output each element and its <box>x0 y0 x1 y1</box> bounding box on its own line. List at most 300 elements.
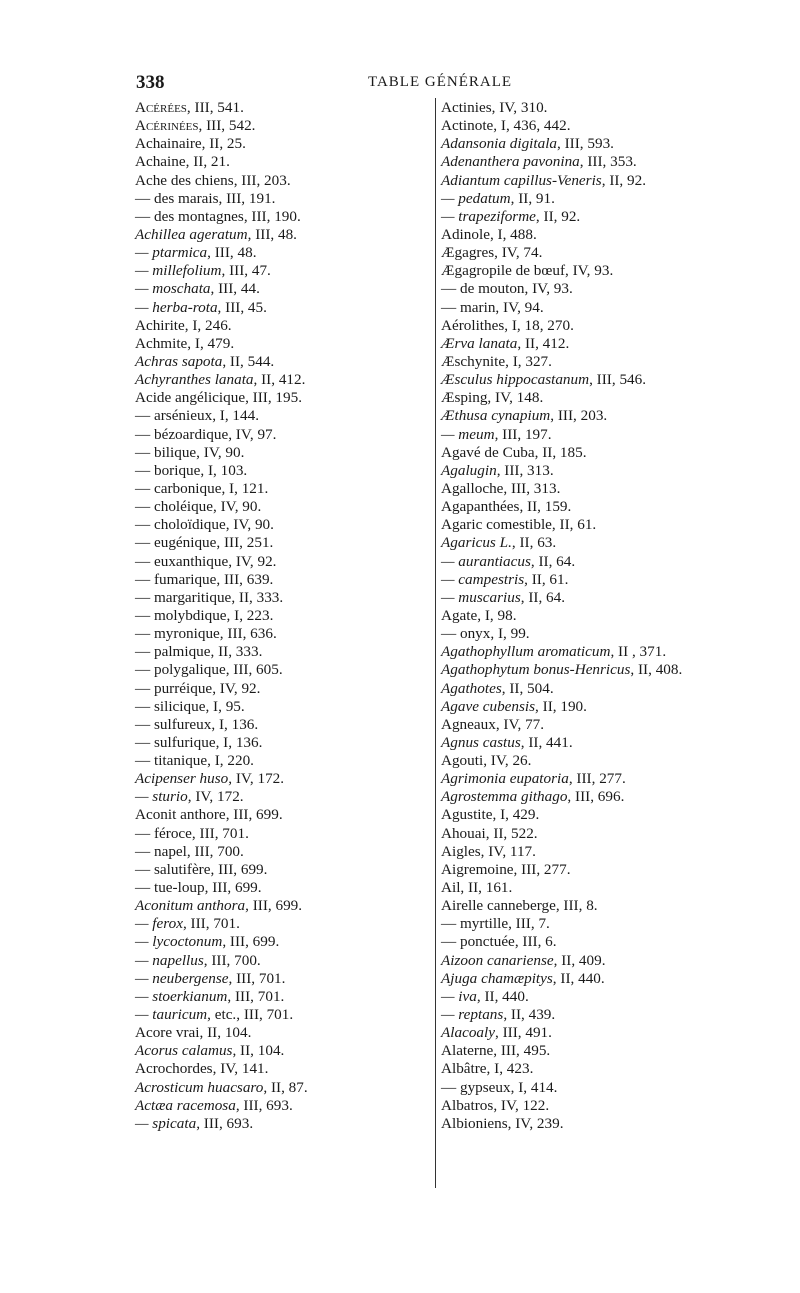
entry-term: Albâtre <box>441 1060 487 1078</box>
index-entry <box>135 516 435 534</box>
entry-reference: , II, 412. <box>517 334 570 352</box>
entry-term: Ahouai <box>441 824 486 842</box>
entry-term: — onyx <box>441 625 491 643</box>
index-entry <box>441 262 781 280</box>
entry-term: — spicata <box>135 1114 197 1132</box>
index-entry <box>441 897 781 915</box>
entry-reference: , III, 203. <box>233 171 291 189</box>
entry-reference: , II, 161. <box>460 879 513 897</box>
entry-reference: , III, 699. <box>225 806 283 824</box>
entry-term: — marin <box>441 298 496 316</box>
entry-reference: , III, 197. <box>494 425 552 443</box>
index-entry <box>441 444 781 462</box>
entry-term: — salutifère <box>135 860 211 878</box>
entry-term: — des montagnes <box>135 207 244 225</box>
entry-term: — ferox <box>135 915 183 933</box>
entry-reference: , III, 495. <box>493 1042 551 1060</box>
index-entry <box>135 1115 435 1133</box>
entry-reference: , III, 593. <box>557 135 614 153</box>
entry-reference: , III, 541. <box>186 99 244 116</box>
entry-term: — choléique <box>135 498 214 516</box>
index-entry <box>441 371 781 389</box>
entry-term: Æschynite <box>441 352 506 370</box>
index-entry <box>135 353 435 371</box>
entry-reference: , I, 479. <box>187 334 235 352</box>
entry-reference: , IV, 90. <box>225 516 274 534</box>
entry-term: Agneaux <box>441 715 496 733</box>
entry-term: Agavé de Cuba <box>441 443 535 461</box>
entry-term: Albatros <box>441 1096 494 1114</box>
index-entry <box>135 879 435 897</box>
entry-reference: , III, 701. <box>227 987 285 1005</box>
index-entry <box>135 280 435 298</box>
running-title: TABLE GÉNÉRALE <box>368 74 513 90</box>
index-entry <box>135 534 435 552</box>
entry-reference: , II, 104. <box>199 1024 252 1042</box>
entry-term: Adansonia digitala <box>441 135 558 153</box>
entry-reference: , IV, 26. <box>483 752 532 770</box>
entry-reference: , I, 429. <box>492 806 540 824</box>
index-entry <box>135 770 435 788</box>
entry-term: — bilique <box>135 443 197 461</box>
entry-term: Aérolithes <box>441 316 505 334</box>
index-entry <box>441 571 781 589</box>
entry-term: Agnus castus <box>441 733 521 751</box>
entry-term: — fumarique <box>135 570 217 588</box>
index-entry <box>135 1006 435 1024</box>
entry-reference: , III, 195. <box>245 389 303 407</box>
index-entry <box>135 135 435 153</box>
entry-term: — stoerkianum <box>135 987 228 1005</box>
entry-reference: , III, 693. <box>196 1114 254 1132</box>
entry-reference: , II, 439. <box>503 1006 556 1024</box>
index-entry <box>441 553 781 571</box>
entry-reference: , II, 61. <box>524 570 569 588</box>
index-entry <box>135 952 435 970</box>
index-entry <box>135 317 435 335</box>
entry-reference: , II , 371. <box>610 643 667 661</box>
index-entry <box>135 806 435 824</box>
index-entry <box>441 208 781 226</box>
entry-term: — sulfurique <box>135 733 216 751</box>
entry-reference: , III, 251. <box>216 534 274 552</box>
entry-reference: , IV, 93. <box>524 280 573 298</box>
index-entry <box>135 1079 435 1097</box>
index-entry <box>135 389 435 407</box>
entry-term: Adenanthera pavonina <box>441 153 580 171</box>
index-entry <box>135 407 435 425</box>
entry-term: Ache des chiens <box>135 171 234 189</box>
index-entry <box>441 99 781 117</box>
index-entry <box>441 117 781 135</box>
index-entry <box>441 861 781 879</box>
entry-term: — borique <box>135 461 201 479</box>
index-entry <box>135 734 435 752</box>
entry-reference: , I, 18, 270. <box>504 316 574 334</box>
entry-reference: , III, 699. <box>245 897 303 915</box>
index-entry <box>441 299 781 317</box>
entry-reference: , III, 7. <box>508 915 550 933</box>
index-entry <box>441 1006 781 1024</box>
index-entry <box>135 371 435 389</box>
entry-reference: , I, 327. <box>505 352 552 370</box>
entry-term: Acipenser huso <box>135 770 229 788</box>
index-entry <box>135 117 435 135</box>
entry-reference: , IV, 74. <box>494 244 543 262</box>
entry-reference: , III, 639. <box>216 570 274 588</box>
entry-term: Actinies <box>441 99 492 116</box>
entry-term: Ail <box>441 879 461 897</box>
index-entry <box>135 426 435 444</box>
entry-term: — purréique <box>135 679 213 697</box>
entry-term: Agaric comestible <box>441 516 552 534</box>
entry-reference: , III, 190. <box>243 207 301 225</box>
entry-term: — molybdique <box>135 606 227 624</box>
entry-reference: , IV, 148. <box>487 389 544 407</box>
entry-term: — gypseux <box>441 1078 511 1096</box>
entry-reference: , II, 333. <box>210 643 263 661</box>
entry-term: Acide angélicique <box>135 389 246 407</box>
entry-reference: , III, 700. <box>203 951 261 969</box>
entry-term: Achaine <box>135 153 186 171</box>
entry-term: — iva <box>441 987 477 1005</box>
index-entry <box>441 244 781 262</box>
entry-term: — ponctuée <box>441 933 515 951</box>
entry-term: Agustite <box>441 806 493 824</box>
index-entry <box>135 99 435 117</box>
entry-reference: , II, 61. <box>551 516 597 534</box>
entry-reference: , III, 699. <box>210 860 268 878</box>
index-entry <box>135 153 435 171</box>
entry-term: — neubergense <box>135 969 229 987</box>
entry-reference: , II, 159. <box>519 498 572 516</box>
index-entry <box>135 262 435 280</box>
entry-reference: , II, 25. <box>201 135 246 153</box>
entry-reference: , I, 436, 442. <box>493 117 571 135</box>
index-entry <box>441 825 781 843</box>
entry-reference: , II, 408. <box>630 661 683 679</box>
index-entry <box>135 933 435 951</box>
entry-term: Achras sapota <box>135 352 223 370</box>
entry-term: — pedatum <box>441 189 511 207</box>
entry-reference: , III, 605. <box>225 661 283 679</box>
entry-reference: , I, 246. <box>184 316 232 334</box>
entry-term: Achmite <box>135 334 188 352</box>
entry-reference: , IV, 172. <box>187 788 244 806</box>
index-entry <box>441 190 781 208</box>
index-entry <box>441 1060 781 1078</box>
entry-reference: , I, 136. <box>215 733 263 751</box>
entry-reference: , I, 223. <box>226 606 274 624</box>
left-column <box>135 99 435 1133</box>
index-entry <box>441 734 781 752</box>
entry-term: — polygalique <box>135 661 226 679</box>
entry-term: Agrostemma githago <box>441 788 568 806</box>
index-entry <box>441 952 781 970</box>
entry-reference: , II, 333. <box>231 588 284 606</box>
entry-term: Acérinées <box>135 117 199 135</box>
entry-reference: , II, 104. <box>232 1042 285 1060</box>
entry-reference: , II, 504. <box>501 679 554 697</box>
entry-reference: , III, 701. <box>191 824 249 842</box>
index-entry <box>441 643 781 661</box>
entry-term: — palmique <box>135 643 211 661</box>
index-entry <box>441 1024 781 1042</box>
entry-term: Adiantum capillus-Veneris <box>441 171 602 189</box>
index-entry <box>441 788 781 806</box>
entry-term: — bézoardique <box>135 425 229 443</box>
entry-reference: , IV, 77. <box>495 715 545 733</box>
entry-term: Acérées <box>135 99 187 116</box>
entry-reference: , I, 95. <box>205 697 245 715</box>
index-entry <box>441 389 781 407</box>
entry-reference: , III, 8. <box>555 897 598 915</box>
index-entry <box>135 698 435 716</box>
entry-reference: , I, 103. <box>200 461 248 479</box>
index-entry <box>135 299 435 317</box>
index-entry <box>135 915 435 933</box>
index-entry <box>135 462 435 480</box>
index-entry <box>135 244 435 262</box>
index-entry <box>135 335 435 353</box>
index-entry <box>441 534 781 552</box>
entry-term: — silicique <box>135 697 206 715</box>
entry-reference: , III, 696. <box>567 788 625 806</box>
entry-term: Ajuga chamæpitys <box>441 969 553 987</box>
entry-reference: , II, 64. <box>530 552 576 570</box>
index-entry <box>441 716 781 734</box>
entry-term: — margaritique <box>135 588 232 606</box>
index-entry <box>135 788 435 806</box>
index-entry <box>135 1097 435 1115</box>
index-entry <box>441 172 781 190</box>
entry-term: Alaterne <box>441 1042 494 1060</box>
entry-reference: , III, 277. <box>513 860 571 878</box>
index-entry <box>441 226 781 244</box>
index-entry <box>135 843 435 861</box>
entry-term: Actinote <box>441 117 494 135</box>
entry-reference: , III, 699. <box>204 879 262 897</box>
entry-term: Agouti <box>441 752 484 770</box>
entry-term: — lycoctonum <box>135 933 223 951</box>
index-entry <box>135 1042 435 1060</box>
index-entry <box>441 625 781 643</box>
index-entry <box>441 1042 781 1060</box>
entry-reference: , II, 441. <box>520 733 573 751</box>
entry-term: — herba-rota <box>135 298 218 316</box>
index-entry <box>441 480 781 498</box>
entry-term: Agathotes <box>441 679 502 697</box>
entry-reference: , III, 693. <box>235 1096 293 1114</box>
entry-reference: , I, 414. <box>510 1078 558 1096</box>
entry-term: — campestris <box>441 570 525 588</box>
entry-term: Acrochordes <box>135 1060 213 1078</box>
entry-reference: , III, 48. <box>247 225 297 243</box>
entry-term: Achainaire <box>135 135 202 153</box>
entry-term: — sulfureux <box>135 715 212 733</box>
entry-reference: , III, 277. <box>568 770 626 788</box>
index-entry <box>441 879 781 897</box>
entry-term: Ærva lanata <box>441 334 518 352</box>
entry-term: — féroce <box>135 824 192 842</box>
index-entry <box>135 825 435 843</box>
entry-reference: , IV, 90. <box>196 443 245 461</box>
entry-term: Agathophyllum aromaticum <box>441 643 611 661</box>
entry-reference: , II, 21. <box>185 153 230 171</box>
entry-term: Ægagres <box>441 244 495 262</box>
entry-reference: , III, 44. <box>210 280 260 298</box>
index-entry <box>135 444 435 462</box>
entry-term: Adinole <box>441 225 490 243</box>
index-entry <box>135 716 435 734</box>
entry-reference: , III, 353. <box>579 153 637 171</box>
entry-reference: , II, 63. <box>511 534 557 552</box>
entry-reference: , IV, 90. <box>213 498 262 516</box>
entry-term: — tue-loup <box>135 879 205 897</box>
entry-term: Achillea ageratum <box>135 225 248 243</box>
entry-reference: , IV, 92. <box>212 679 261 697</box>
index-entry <box>441 661 781 679</box>
entry-term: — sturio <box>135 788 188 806</box>
entry-term: — de mouton <box>441 280 525 298</box>
entry-term: Acorus calamus <box>135 1042 233 1060</box>
entry-reference: , II, 185. <box>534 443 587 461</box>
index-entry <box>135 661 435 679</box>
entry-term: Agave cubensis <box>441 697 536 715</box>
entry-term: — moschata <box>135 280 211 298</box>
entry-reference: , IV, 239. <box>507 1114 564 1132</box>
index-entry <box>135 480 435 498</box>
index-entry <box>135 625 435 643</box>
entry-term: — arsénieux <box>135 407 213 425</box>
entry-term: Alacoaly <box>441 1024 495 1042</box>
entry-term: — tauricum <box>135 1006 208 1024</box>
index-entry <box>135 190 435 208</box>
index-entry <box>441 680 781 698</box>
index-entry <box>441 407 781 425</box>
index-entry <box>135 643 435 661</box>
entry-reference: , III, 546. <box>589 371 647 389</box>
entry-reference: , III, 313. <box>496 461 554 479</box>
entry-reference: , I, 423. <box>486 1060 534 1078</box>
entry-term: Agalloche <box>441 479 504 497</box>
index-entry <box>135 1024 435 1042</box>
entry-term: Acore vrai <box>135 1024 200 1042</box>
entry-term: — napel <box>135 842 187 860</box>
index-entry <box>441 988 781 1006</box>
entry-term: — aurantiacus <box>441 552 531 570</box>
index-entry <box>135 498 435 516</box>
entry-term: Acrosticum huacsaro <box>135 1078 264 1096</box>
entry-term: Agaricus L. <box>441 534 512 552</box>
page-number: 338 <box>136 72 165 93</box>
index-entry <box>441 317 781 335</box>
entry-term: Agapanthées <box>441 498 520 516</box>
index-entry <box>441 516 781 534</box>
entry-term: Achirite <box>135 316 185 334</box>
entry-reference: , II, 91. <box>510 189 555 207</box>
entry-reference: , II, 412. <box>253 371 306 389</box>
entry-reference: , III, 203. <box>550 407 608 425</box>
entry-reference: , II, 440. <box>476 987 529 1005</box>
entry-reference: , II, 64. <box>520 588 566 606</box>
entry-term: — des marais <box>135 189 219 207</box>
index-entry <box>441 752 781 770</box>
entry-reference: , III, 699. <box>222 933 280 951</box>
index-entry <box>441 353 781 371</box>
entry-term: Æsping <box>441 389 488 407</box>
index-entry <box>441 770 781 788</box>
entry-term: — muscarius <box>441 588 521 606</box>
entry-reference: , III, 48. <box>207 244 257 262</box>
entry-reference: , II, 92. <box>535 207 581 225</box>
entry-reference: , IV, 93. <box>565 262 614 280</box>
index-entry <box>135 970 435 988</box>
right-column <box>441 99 781 1133</box>
entry-reference: , III, 191. <box>218 189 276 207</box>
index-entry <box>441 1097 781 1115</box>
entry-term: — meum <box>441 425 495 443</box>
entry-reference: , I, 144. <box>212 407 260 425</box>
entry-reference: , III, 542. <box>198 117 256 135</box>
index-entry <box>441 280 781 298</box>
entry-term: Agrimonia eupatoria <box>441 770 569 788</box>
index-entry <box>441 698 781 716</box>
column-divider <box>435 98 436 1188</box>
entry-term: Actæa racemosa <box>135 1096 236 1114</box>
entry-reference: , IV, 310. <box>491 99 548 116</box>
entry-term: Aconitum anthora <box>135 897 246 915</box>
index-entry <box>441 915 781 933</box>
entry-term: Agalugin <box>441 461 497 479</box>
entry-term: — eugénique <box>135 534 217 552</box>
index-entry <box>135 571 435 589</box>
index-entry <box>135 988 435 1006</box>
index-entry <box>135 607 435 625</box>
entry-term: — napellus <box>135 951 204 969</box>
index-entry <box>441 135 781 153</box>
index-entry <box>135 226 435 244</box>
index-entry <box>441 843 781 861</box>
index-entry <box>441 462 781 480</box>
entry-reference: , II, 440. <box>552 969 605 987</box>
entry-reference: , II, 522. <box>485 824 538 842</box>
entry-reference: , IV, 122. <box>493 1096 550 1114</box>
entry-term: — euxanthique <box>135 552 229 570</box>
entry-reference: , I, 136. <box>211 715 259 733</box>
page-header <box>0 72 800 96</box>
index-entry <box>441 589 781 607</box>
entry-term: — trapeziforme <box>441 207 536 225</box>
entry-reference: , III, 47. <box>221 262 271 280</box>
entry-term: Æthusa cynapium <box>441 407 551 425</box>
index-entry <box>441 426 781 444</box>
entry-reference: , III, 700. <box>186 842 244 860</box>
entry-term: Aigles <box>441 842 481 860</box>
entry-reference: , III, 701. <box>228 969 286 987</box>
index-entry <box>135 553 435 571</box>
entry-term: Agate <box>441 606 478 624</box>
entry-reference: , III, 491. <box>494 1024 552 1042</box>
index-entry <box>441 970 781 988</box>
entry-term: — myronique <box>135 625 220 643</box>
entry-reference: , IV, 141. <box>212 1060 269 1078</box>
index-entry <box>135 752 435 770</box>
entry-term: — choloïdique <box>135 516 226 534</box>
entry-reference: , IV, 97. <box>228 425 277 443</box>
entry-reference: , I, 220. <box>207 752 254 770</box>
entry-reference: , II, 409. <box>553 951 606 969</box>
